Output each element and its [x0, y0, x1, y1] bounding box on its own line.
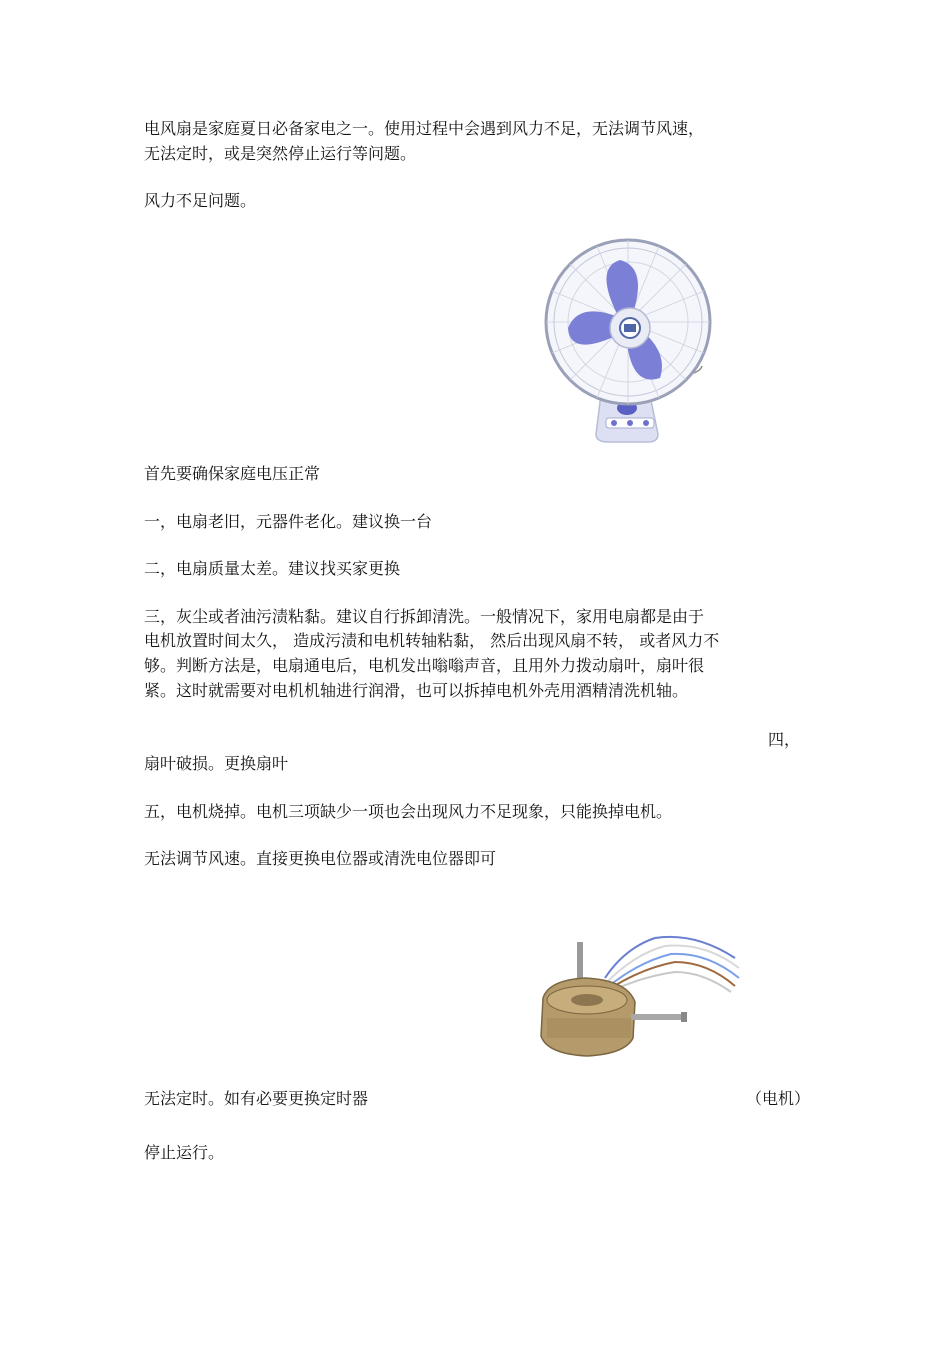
intro-line-2: 无法定时，或是突然停止运行等问题。 — [144, 144, 417, 163]
voltage-note: 首先要确保家庭电压正常 — [144, 464, 321, 483]
fan-image — [510, 238, 740, 456]
speed-note: 无法调节风速。直接更换电位器或清洗电位器即可 — [144, 849, 497, 868]
intro-line-1: 电风扇是家庭夏日必备家电之一。使用过程中会遇到风力不足，无法调节风速， — [144, 119, 705, 138]
wind-heading: 风力不足问题。 — [144, 191, 257, 210]
item-4-number: 四， — [768, 730, 801, 749]
motor-image — [535, 928, 740, 1060]
motor-caption: （电机） — [746, 1089, 811, 1108]
item-5: 五，电机烧掉。电机三项缺少一项也会出现风力不足现象，只能换掉电机。 — [144, 802, 673, 821]
item-1: 一，电扇老旧，元器件老化。建议换一台 — [144, 512, 433, 531]
stop-heading: 停止运行。 — [144, 1143, 225, 1162]
item-2: 二，电扇质量太差。建议找买家更换 — [144, 559, 401, 578]
timer-note: 无法定时。如有必要更换定时器 — [144, 1089, 369, 1108]
item-3-line-3: 够。判断方法是，电扇通电后，电机发出嗡嗡声音，且用外力拨动扇叶，扇叶很 — [144, 656, 705, 675]
item-4: 扇叶破损。更换扇叶 — [144, 754, 289, 773]
item-3-line-4: 紧。这时就需要对电机机轴进行润滑，也可以拆掉电机外壳用酒精清洗机轴。 — [144, 681, 689, 700]
item-3-line-1: 三，灰尘或者油污渍粘黏。建议自行拆卸清洗。一般情况下，家用电扇都是由于 — [144, 607, 705, 626]
item-3-line-2: 电机放置时间太久， 造成污渍和电机转轴粘黏， 然后出现风扇不转， 或者风力不 — [144, 631, 720, 650]
